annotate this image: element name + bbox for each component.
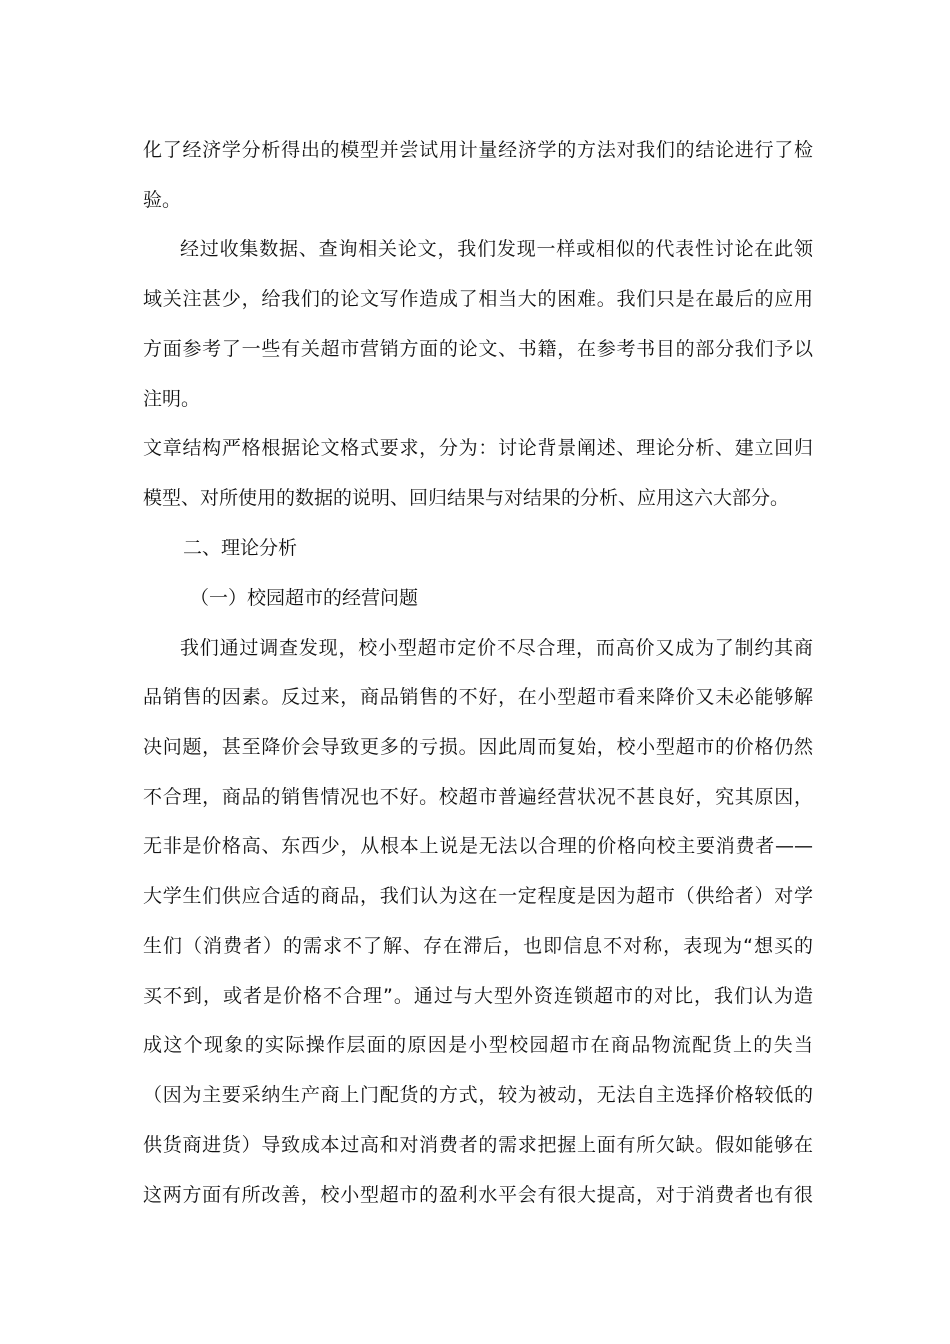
text-line-14: 不合理，商品的销售情况也不好。校超市普遍经营状况不甚良好，究其原因，	[143, 786, 813, 808]
text-line-6: 注明。	[143, 388, 201, 410]
paragraph-start-line-11: 我们通过调查发现，校小型超市定价不尽合理，而高价又成为了制约其商	[180, 637, 813, 659]
text-line-22: 这两方面有所改善，校小型超市的盈利水平会有很大提高，对于消费者也有很	[143, 1184, 813, 1206]
text-line-7: 文章结构严格根据论文格式要求，分为：讨论背景阐述、理论分析、建立回归	[143, 437, 813, 459]
text-line-17: 生们（消费者）的需求不了解、存在滞后，也即信息不对称，表现为“想买的	[143, 935, 813, 957]
text-line-15: 无非是价格高、东西少，从根本上说是无法以合理的价格向校主要消费者——	[143, 835, 813, 857]
text-line-8: 模型、对所使用的数据的说明、回归结果与对结果的分析、应用这六大部分。	[143, 487, 790, 509]
text-line-12: 品销售的因素。反过来，商品销售的不好，在小型超市看来降价又未必能够解	[143, 686, 813, 708]
text-line-18: 买不到，或者是价格不合理”。通过与大型外资连锁超市的对比，我们认为造	[143, 985, 813, 1007]
text-line-5: 方面参考了一些有关超市营销方面的论文、书籍，在参考书目的部分我们予以	[143, 338, 813, 360]
paragraph-start-line-3: 经过收集数据、查询相关论文，我们发现一样或相似的代表性讨论在此领	[180, 238, 813, 260]
text-line-2: 验。	[143, 189, 182, 211]
text-line-21: 供货商进货）导致成本过高和对消费者的需求把握上面有所欠缺。假如能够在	[143, 1134, 813, 1156]
text-line-16: 大学生们供应合适的商品，我们认为这在一定程度是因为超市（供给者）对学	[143, 885, 813, 907]
text-line-13: 决问题，甚至降价会导致更多的亏损。因此周而复始，校小型超市的价格仍然	[143, 736, 813, 758]
text-line-1: 化了经济学分析得出的模型并尝试用计量经济学的方法对我们的结论进行了检	[143, 139, 813, 161]
text-line-4: 域关注甚少，给我们的论文写作造成了相当大的困难。我们只是在最后的应用	[143, 288, 813, 310]
section-heading: 二、理论分析	[183, 537, 298, 559]
text-line-20: （因为主要采纳生产商上门配货的方式，较为被动，无法自主选择价格较低的	[143, 1084, 813, 1106]
subsection-heading: （一）校园超市的经营问题	[190, 587, 419, 609]
text-line-19: 成这个现象的实际操作层面的原因是小型校园超市在商品物流配货上的失当	[143, 1034, 813, 1056]
